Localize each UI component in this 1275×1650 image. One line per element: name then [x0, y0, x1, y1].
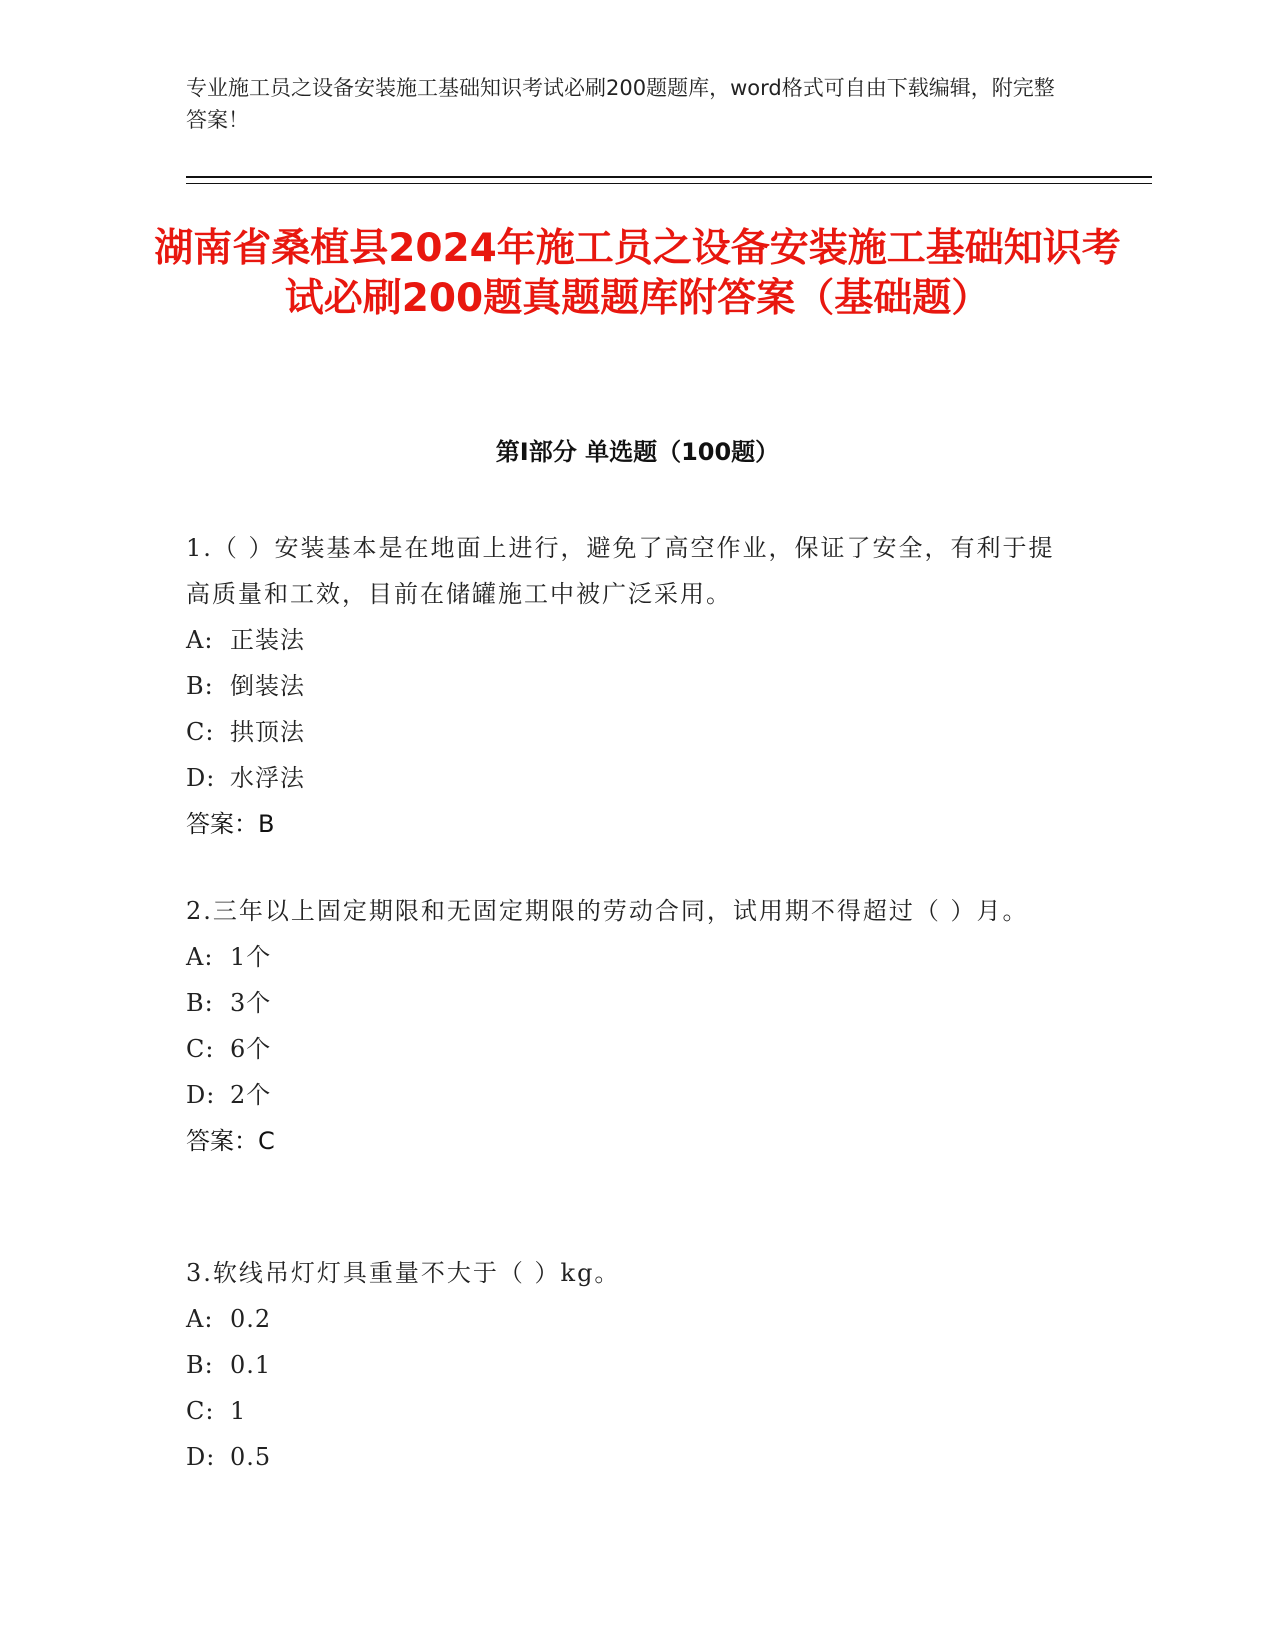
question-1 — [186, 525, 1066, 847]
question-2 — [186, 888, 1066, 1164]
option-text: 1个 — [230, 943, 272, 971]
option-text: 2个 — [230, 1081, 272, 1109]
option-text: 水浮法 — [230, 764, 305, 792]
option-text: 0.5 — [230, 1443, 272, 1471]
section-heading: 第Ⅰ部分 单选题（100题） — [495, 438, 780, 466]
option-letter: B: — [186, 989, 214, 1017]
option-letter: B: — [186, 1351, 214, 1379]
header-rule-thick — [186, 176, 1152, 178]
option-d — [186, 755, 1066, 801]
question-stem: 1.（ ）安装基本是在地面上进行，避免了高空作业，保证了安全，有利于提高质量和工效，目前在储罐施工中被广泛采用。 — [186, 534, 1055, 608]
option-text: 0.2 — [230, 1305, 272, 1333]
option-letter: C: — [186, 1035, 215, 1063]
option-letter: D: — [186, 764, 216, 792]
option-letter: A: — [186, 943, 214, 971]
question-stem: 3.软线吊灯灯具重量不大于（ ）kg。 — [186, 1259, 621, 1287]
option-d — [186, 1434, 1066, 1480]
option-text: 正装法 — [230, 626, 305, 654]
option-c — [186, 1388, 1066, 1434]
option-letter: D: — [186, 1443, 216, 1471]
option-letter: D: — [186, 1081, 216, 1109]
option-a — [186, 934, 1066, 980]
answer-label: 答案：C — [186, 1127, 275, 1155]
option-b — [186, 663, 1066, 709]
option-d — [186, 1072, 1066, 1118]
option-text: 1 — [230, 1397, 247, 1425]
header-note: 专业施工员之设备安装施工基础知识考试必刷200题题库，word格式可自由下载编辑，附完整答案！ — [186, 76, 1055, 132]
option-text: 3个 — [230, 989, 272, 1017]
option-b — [186, 980, 1066, 1026]
option-text: 6个 — [230, 1035, 272, 1063]
option-letter: A: — [186, 626, 214, 654]
option-c — [186, 1026, 1066, 1072]
header-rule-thin — [186, 183, 1152, 184]
option-c — [186, 709, 1066, 755]
option-text: 0.1 — [230, 1351, 272, 1379]
option-text: 倒装法 — [230, 672, 305, 700]
option-a — [186, 617, 1066, 663]
option-letter: B: — [186, 672, 214, 700]
option-b — [186, 1342, 1066, 1388]
answer-label: 答案：B — [186, 810, 275, 838]
option-letter: A: — [186, 1305, 214, 1333]
question-stem: 2.三年以上固定期限和无固定期限的劳动合同，试用期不得超过（ ）月。 — [186, 897, 1029, 925]
option-text: 拱顶法 — [230, 718, 305, 746]
option-letter: C: — [186, 1397, 215, 1425]
question-3 — [186, 1250, 1066, 1480]
document-title: 湖南省桑植县2024年施工员之设备安装施工基础知识考试必刷200题真题题库附答案（基础题） — [154, 226, 1121, 321]
option-a — [186, 1296, 1066, 1342]
option-letter: C: — [186, 718, 215, 746]
